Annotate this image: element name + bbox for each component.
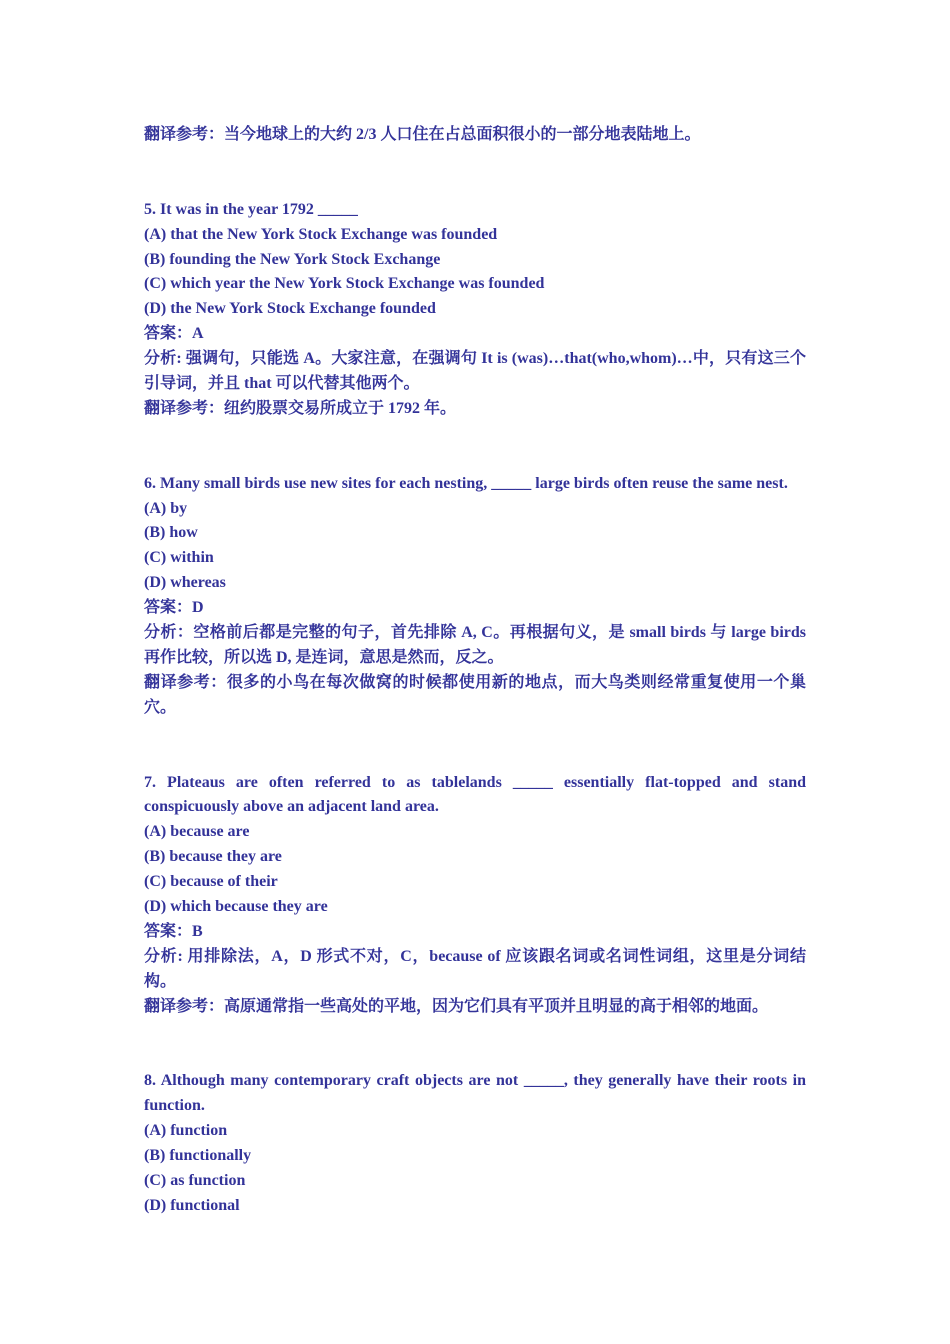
option-b: (B) founding the New York Stock Exchange xyxy=(144,250,441,268)
analysis: 分析: 强调句，只能选 A。大家注意，在强调句 It is (was)…that(who,whom)…中，只有这三个引导词，并且 that 可以代替其他两个。 xyxy=(144,350,806,393)
answer: 答案：A xyxy=(144,325,204,343)
translation: 翻译参考：很多的小鸟在每次做窝的时候都使用新的地点，而大鸟类则经常重复使用一个巢穴。 xyxy=(144,673,806,716)
option-b: (B) because they are xyxy=(144,848,282,866)
spacer xyxy=(144,721,806,771)
option-c: (C) as function xyxy=(144,1172,246,1189)
option-a: (A) that the New York Stock Exchange was founded xyxy=(144,225,498,243)
option-b: (B) how xyxy=(144,524,198,542)
question-stem: 8. Although many contemporary craft objects are not _____, they generally have their roots in function. xyxy=(144,1072,806,1115)
translation: 翻译参考：高原通常指一些高处的平地，因为它们具有平顶并且明显的高于相邻的地面。 xyxy=(144,997,769,1015)
option-a: (A) by xyxy=(144,499,188,517)
top-translation: 翻译参考：当今地球上的大约 2/3 人口住在占总面积很小的一部分地表陆地上。 xyxy=(144,126,701,143)
option-a: (A) function xyxy=(144,1122,228,1140)
document-page xyxy=(144,123,806,1219)
question-stem: 7. Plateaus are often referred to as tablelands _____ essentially flat-topped and stand conspicuously above an adjacent land area. xyxy=(144,773,806,816)
question-8 xyxy=(144,1069,806,1218)
analysis: 分析: 用排除法，A，D 形式不对，C，because of 应该跟名词或名词性词组，这里是分词结构。 xyxy=(144,947,806,990)
question-5 xyxy=(144,198,806,422)
option-d: (D) which because they are xyxy=(144,898,328,916)
analysis: 分析：空格前后都是完整的句子，首先排除 A, C。再根据句义，是 small birds 与 large birds 再作比较，所以选 D, 是连词，意思是然而，反之。 xyxy=(144,624,806,666)
spacer xyxy=(144,1020,806,1070)
option-d: (D) whereas xyxy=(144,574,226,592)
option-b: (B) functionally xyxy=(144,1147,252,1165)
question-7 xyxy=(144,771,806,1020)
option-d: (D) functional xyxy=(144,1196,240,1214)
question-stem: 6. Many small birds use new sites for each nesting, _____ large birds often reuse the same nest. xyxy=(144,474,788,492)
question-stem: 5. It was in the year 1792 _____ xyxy=(144,200,358,218)
option-c: (C) because of their xyxy=(144,873,278,891)
option-d: (D) the New York Stock Exchange founded xyxy=(144,300,436,318)
question-6 xyxy=(144,472,806,721)
option-a: (A) because are xyxy=(144,823,250,841)
answer: 答案：D xyxy=(144,599,204,617)
translation: 翻译参考：纽约股票交易所成立于 1792 年。 xyxy=(144,399,457,417)
spacer xyxy=(144,148,806,198)
option-c: (C) which year the New York Stock Exchange was founded xyxy=(144,275,545,293)
spacer xyxy=(144,422,806,472)
answer: 答案：B xyxy=(144,922,203,940)
option-c: (C) within xyxy=(144,549,214,567)
